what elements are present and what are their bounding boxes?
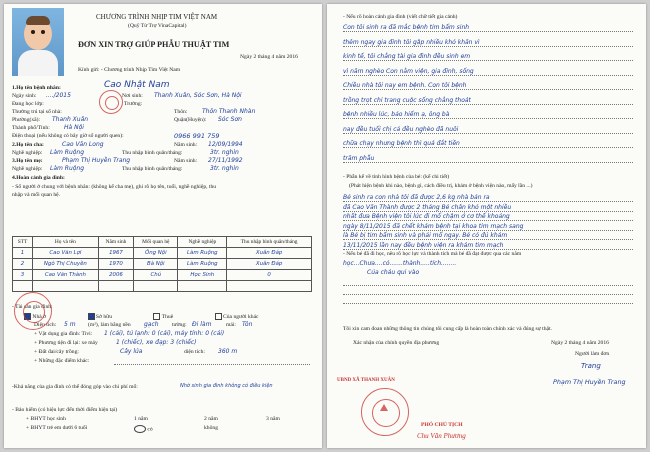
- pob-value: Thanh Xuân, Sóc Sơn, Hà Nội: [154, 92, 242, 99]
- mother-year-value: 27/11/1992: [208, 157, 243, 164]
- owned-checkbox[interactable]: [88, 313, 95, 320]
- table-cell: Cao Văn Lợi: [33, 248, 99, 259]
- province-value: Hà Nội: [64, 124, 84, 131]
- area-label: Diện tích:: [34, 322, 57, 328]
- study-blank-2: [343, 294, 633, 295]
- land-label: + Đất đai/cây trồng:: [34, 349, 79, 355]
- other-owner-label: Của người khác: [223, 313, 259, 320]
- table-cell: Làm Ruộng: [178, 259, 227, 270]
- hamlet-label: Thôn:: [174, 109, 188, 115]
- other-owner-checkbox[interactable]: [215, 313, 222, 320]
- district-label: Quận(Huyện):: [174, 117, 207, 123]
- mother-job-value: Làm Ruộng: [50, 165, 85, 172]
- roof-label: mái:: [226, 322, 236, 328]
- application-form-right-page: [327, 4, 646, 448]
- red-stamp-small: [99, 90, 123, 114]
- handwritten-line: 13/11/2015 lần nay đều bệnh viện ra khám tim mạch: [343, 242, 633, 250]
- ward-value: Thanh Xuân: [52, 116, 89, 123]
- mother-name-value: Phạm Thị Huyền Trang: [62, 157, 131, 164]
- table-cell: [13, 281, 33, 292]
- handwritten-line: ngày 8/11/2015 đã chết khám bệnh tại khoa tim mạch sang: [343, 223, 633, 231]
- land-area-label: diện tích:: [184, 349, 205, 355]
- recipient: Kính gửi: - Chương trình Nhịp Tim Việt Nam: [78, 67, 181, 73]
- form-title: ĐƠN XIN TRỢ GIÚP PHẪU THUẬT TIM: [78, 40, 230, 49]
- table-cell: [227, 281, 312, 292]
- study-value: học...Chưa....có.......thành.....tích........: [343, 260, 457, 267]
- father-income-value: 3tr. nghìn: [210, 149, 239, 156]
- table-cell: Chú: [134, 270, 178, 281]
- handwritten-line: trồng trọt chỉ trang cuộc sống chẳng thoát: [343, 97, 633, 105]
- table-cell: [178, 281, 227, 292]
- transport-values: 1 (chiếc), xe đạp: 3 (chiếc): [116, 339, 197, 346]
- father-year-value: 12/09/1994: [208, 141, 243, 148]
- sponsor: (Quỹ Từ Trợ VinaCapital): [128, 23, 187, 29]
- bhyt-1y: 1 năm: [134, 416, 148, 422]
- local-confirm-label: Xác nhận của chính quyền địa phương: [353, 340, 440, 346]
- phone-value: 0966 991 759: [174, 132, 220, 140]
- handwritten-line: bệnh nhiều lúc, bảo hiểm ạ, ông bà: [343, 111, 633, 119]
- table-header-cell: Năm sinh: [98, 237, 133, 248]
- owned-label: Sở hữu: [95, 313, 112, 320]
- father-job-label: Nghề nghiệp:: [12, 150, 43, 156]
- applicant-signature: Trang: [581, 362, 601, 370]
- study-label: - Nếu bé đã đi học, nêu rõ học lực và thành tích mà bé đã đạt được qua các năm: [343, 251, 522, 257]
- pob-label: Nơi sinh:: [122, 93, 143, 99]
- school-grade-label: Đang học lớp:: [12, 101, 44, 107]
- table-cell: Làm Ruộng: [178, 248, 227, 259]
- ward-label: Phường(xã):: [12, 117, 41, 123]
- rent-label: Thuê: [161, 313, 174, 320]
- program-name: CHƯƠNG TRÌNH NHỊP TIM VIỆT NAM: [96, 13, 218, 21]
- table-cell: Học Sinh: [178, 270, 227, 281]
- family-desc-2: nhập và mối quan hệ.: [12, 192, 61, 198]
- table-cell: 1967: [98, 248, 133, 259]
- table-cell: 2006: [98, 270, 133, 281]
- handwritten-line: Chiều nhà tôi nay em bệnh. Con tôi bệnh: [343, 82, 633, 90]
- table-header-cell: Họ và tên: [33, 237, 99, 248]
- study-blank-3: [343, 303, 633, 304]
- table-header-cell: Thu nhập bình quân/tháng: [227, 237, 312, 248]
- table-cell: Xuân Đáp: [227, 259, 312, 270]
- house-row: [24, 313, 259, 321]
- official-title: PHÓ CHỦ TỊCH: [421, 422, 463, 428]
- red-stamp-left: [14, 292, 52, 330]
- table-header-cell: STT: [13, 237, 33, 248]
- area-value: 5 m: [64, 321, 76, 328]
- table-cell: Xuân Đáp: [227, 248, 312, 259]
- mother-year-label: Năm sinh:: [174, 158, 198, 164]
- mother-name-label: 3.Họ tên mẹ:: [12, 158, 43, 164]
- material-label: (m²), làm bằng nền: [88, 322, 131, 328]
- table-cell: 0: [227, 270, 312, 281]
- bhyt-student-label: + BHYT học sinh: [26, 416, 66, 422]
- other-features-label: + Những đặc điểm khác:: [34, 358, 90, 364]
- patient-name-label: 1.Họ tên bệnh nhân:: [12, 85, 61, 91]
- support-value: Nhờ sinh gia đình không có điều kiện: [180, 383, 273, 389]
- material-value: gạch: [144, 321, 159, 328]
- father-name-value: Cao Văn Long: [62, 141, 104, 148]
- bhyt-child-yes: [134, 425, 153, 433]
- handwritten-line: kinh tế, tôi chẳng tài gia đình đều sinh em: [343, 53, 633, 61]
- bhyt-child-label: + BHYT trẻ em dưới 6 tuổi: [26, 425, 88, 431]
- table-cell: 1970: [98, 259, 133, 270]
- table-cell: Cao Văn Thành: [33, 270, 99, 281]
- land-value: Cây lúa: [120, 348, 143, 355]
- residence-label: Thường trú tại số nhà:: [12, 109, 62, 115]
- mother-income-value: 3tr. nghìn: [210, 165, 239, 172]
- table-row: [13, 259, 312, 270]
- handwritten-line: Bé sinh ra con nhà tôi đã được 2,6 kg nhà bản ra: [343, 194, 633, 202]
- support-label: -Khả năng của gia đình có thể đóng góp vào chi phí mổ:: [12, 384, 138, 390]
- wall-label: tường:: [172, 322, 187, 328]
- roof-value: Tôn: [242, 321, 253, 328]
- table-cell: [134, 281, 178, 292]
- illness-label: - Phẫn kể về tình hình bệnh của bé: (kể chi tiết): [343, 174, 450, 180]
- applicant-label: Người làm đơn: [575, 351, 610, 357]
- table-cell: 2: [13, 259, 33, 270]
- assets-label: - Tài sản gia đình:: [12, 304, 53, 310]
- family-section-label: 4.Hoàn cảnh gia đình:: [12, 175, 65, 181]
- household-members-table: [12, 236, 312, 292]
- bhyt-yes-label: có: [147, 426, 153, 433]
- table-cell: Ông Nội: [134, 248, 178, 259]
- land-area-value: 360 m: [218, 348, 238, 355]
- district-value: Sóc Sơn: [218, 116, 242, 123]
- handwritten-line: nay đều tuổi chị cả đều nghèo đã nuôi: [343, 126, 633, 134]
- father-name-label: 2.Họ tên cha:: [12, 142, 44, 148]
- sign-date: Ngày 2 tháng 4 năm 2016: [551, 340, 609, 346]
- commitment-text: Tôi xin cam đoan những thông tin chúng tôi cung cấp là hoàn toàn chính xác và đúng sự thật.: [343, 326, 552, 332]
- table-cell: [33, 281, 99, 292]
- handwritten-line: đã Cao Văn Thành được 2 tháng Bé chân khó một nhiều: [343, 204, 633, 212]
- stamp-org: UBND XÃ THANH XUÂN: [337, 378, 395, 383]
- official-name: Chu Văn Phương: [417, 432, 466, 440]
- study-blank-1: [343, 285, 633, 286]
- transport-label: + Phương tiện đi lại: xe máy: [34, 340, 98, 346]
- bhyt-2y: 2 năm: [204, 416, 218, 422]
- wall-value: Đi làm: [192, 321, 212, 328]
- father-job-value: Làm Ruộng: [50, 149, 85, 156]
- insurance-label: - Bảo hiểm (có hiệu lực đến thời điểm hiện tại): [12, 407, 118, 413]
- mother-job-label: Nghề nghiệp:: [12, 166, 43, 172]
- handwritten-line: Con tôi sinh ra đã mắc bệnh tim bẩm sinh: [343, 24, 633, 32]
- handwritten-line: chữa chạy nhưng bệnh thì quá đắt tiền: [343, 140, 633, 148]
- bhyt-child-no: không: [204, 425, 218, 431]
- mother-income-label: Thu nhập bình quân/tháng:: [122, 166, 183, 172]
- table-cell: 1: [13, 248, 33, 259]
- table-row: [13, 248, 312, 259]
- father-income-label: Thu nhập bình quân/tháng:: [122, 150, 183, 156]
- dob-label: Ngày sinh:: [12, 93, 37, 99]
- bhyt-3y: 3 năm: [266, 416, 280, 422]
- rent-checkbox[interactable]: [153, 313, 160, 320]
- application-form-left-page: [4, 4, 322, 448]
- form-date: Ngày 2 tháng 4 năm 2016: [240, 54, 298, 60]
- table-cell: Bà Nội: [134, 259, 178, 270]
- patient-photo: [12, 8, 64, 76]
- father-year-label: Năm sinh:: [174, 142, 198, 148]
- table-cell: Ngô Thị Chuyền: [33, 259, 99, 270]
- patient-name-value: Cao Nhật Nam: [104, 80, 170, 90]
- handwritten-line: là Bé bị tim bẩm sinh và phải mổ ngay. Bé có đủ khám: [343, 232, 633, 240]
- official-red-seal: [361, 388, 409, 436]
- handwritten-line: vì năm nghèo Con nằm viện, gia đình, sống: [343, 68, 633, 76]
- family-desc-1: - Số người ở chung với bệnh nhân: (không kể cha mẹ), ghi rõ họ tên, tuổi, nghề nghiệp, thu: [12, 184, 217, 190]
- house-label: Nhà ở: [32, 313, 47, 320]
- table-cell: [98, 281, 133, 292]
- table-row: [13, 270, 312, 281]
- school-label: Trường:: [124, 101, 143, 107]
- study-line-2: Của cháu qui vào: [367, 269, 420, 276]
- seal-star-icon: [380, 404, 388, 411]
- illness-hint: (Phát hiện bệnh khi nào, bệnh gì, cách điều trị, khám ở bệnh viện nào, mấy lần ...): [349, 183, 533, 189]
- handwritten-line: trăm phẫu: [343, 155, 633, 163]
- province-label: Thành phố/Tỉnh:: [12, 125, 50, 131]
- table-header-cell: Nghề nghiệp: [178, 237, 227, 248]
- handwritten-line: thêm ngay gia đình tôi gặp nhiều khó khăn vì: [343, 39, 633, 47]
- goods-values: 1 (cái), tủ lạnh: 0 (cái), máy tính: 0 (cái): [104, 330, 225, 337]
- applicant-name: Phạm Thị Huyền Trang: [553, 378, 626, 386]
- table-cell: 3: [13, 270, 33, 281]
- table-row: [13, 281, 312, 292]
- bhyt-yes-mark[interactable]: [134, 425, 146, 433]
- table-header-cell: Mối quan hệ: [134, 237, 178, 248]
- phone-label: Điện thoại (nếu không có bây giờ số người quen):: [12, 133, 124, 139]
- hamlet-value: Thôn Thanh Nhàn: [202, 108, 256, 115]
- dob-value: ..../2015: [46, 92, 71, 99]
- goods-label: + Vật dụng gia đình: Tivi:: [34, 331, 93, 337]
- family-situation-label: - Nếu rõ hoàn cảnh gia đình (viết chữ tiết gia cảnh): [343, 14, 458, 20]
- handwritten-line: nhất đưa Bệnh viện tôi lúc đi mổ chậm ở cơ thể khoảng: [343, 213, 633, 221]
- other-features-line: [114, 364, 310, 365]
